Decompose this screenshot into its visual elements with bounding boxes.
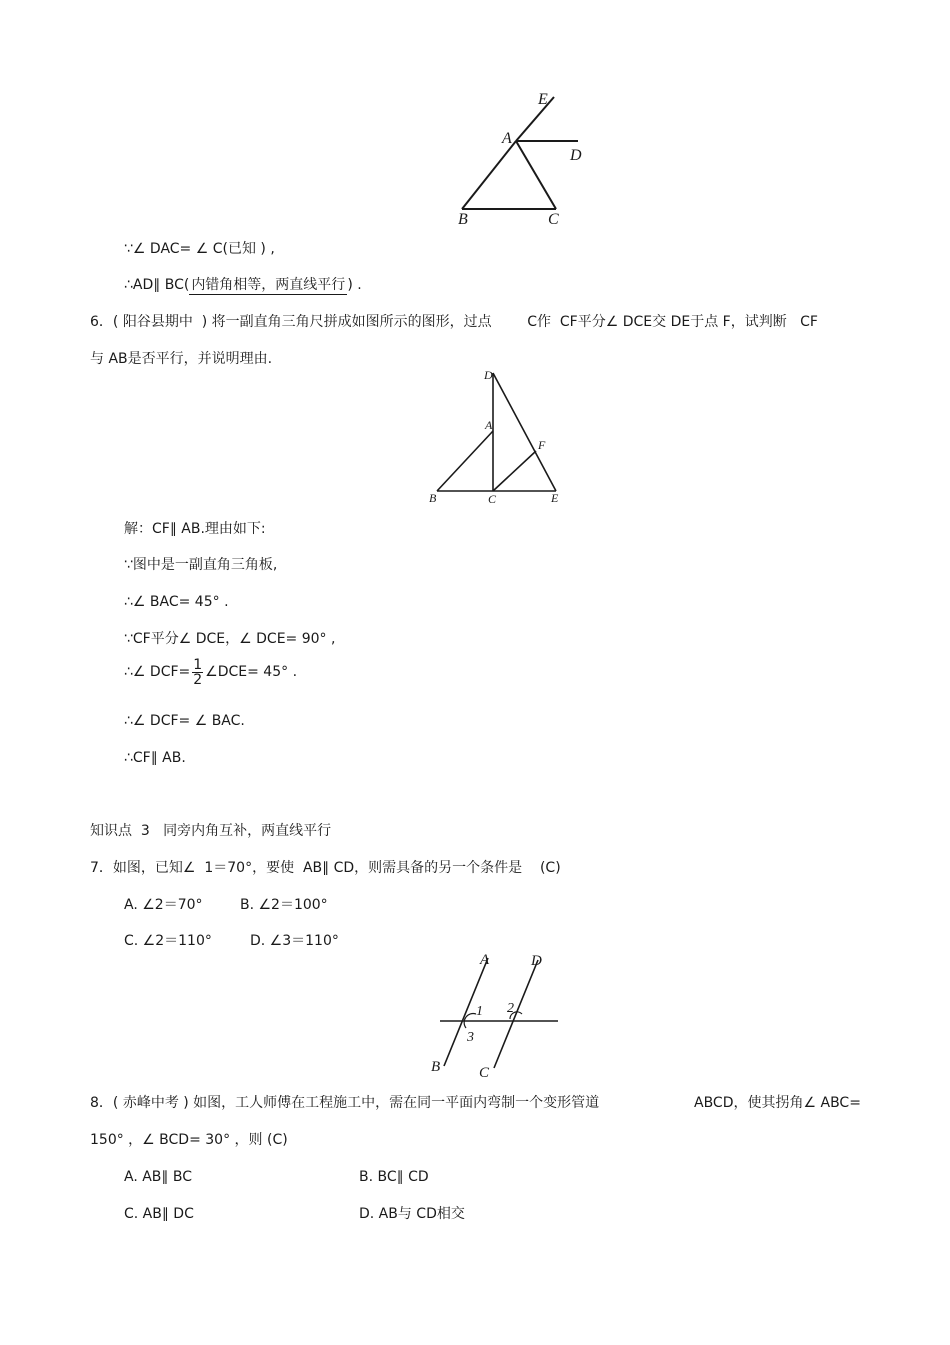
solution-line-2: ∵图中是一副直角三角板, xyxy=(124,557,278,573)
proof-line-2-before: ∴AD∥ BC( xyxy=(124,277,190,293)
angle-label-2: 2 xyxy=(507,1001,514,1016)
label-a: A xyxy=(502,130,512,147)
angle-label-3: 3 xyxy=(467,1030,474,1045)
fraction-one-half xyxy=(192,658,203,687)
label-e: E xyxy=(551,491,559,505)
figure-set-squares xyxy=(425,365,570,507)
question-7-option-b: B. ∠2＝100° xyxy=(240,897,328,913)
question-8-line-1-left: 8．( 赤峰中考 ) 如图，工人师傅在工程施工中，需在同一平面内弯制一个变形管道 xyxy=(90,1095,600,1111)
figure-triangle-abc xyxy=(440,85,600,230)
solution-line-5-before: ∴∠ DCF= xyxy=(124,664,191,680)
proof-line-1: ∵∠ DAC= ∠ C(已知 ) , xyxy=(124,241,275,257)
proof-line-2 xyxy=(124,276,362,294)
question-7-option-a: A. ∠2＝70° xyxy=(124,897,203,913)
label-d: D xyxy=(570,147,582,164)
question-6-line-1: 6．( 阳谷县期中 ) 将一副直角三角尺拼成如图所示的图形，过点 C作 CF平分∠ DCE交 DE于点 F，试判断 CF xyxy=(90,314,818,330)
label-e: E xyxy=(538,91,548,108)
question-8-option-a: A. AB∥ BC xyxy=(124,1169,192,1185)
question-8-line-2: 150° ，∠ BCD= 30° ，则 (C) xyxy=(90,1132,288,1148)
question-8-option-d: D. AB与 CD相交 xyxy=(359,1206,465,1222)
question-7-stem: 7．如图，已知∠ 1＝70°，要使 AB∥ CD，则需具备的另一个条件是 (C) xyxy=(90,860,561,876)
label-c: C xyxy=(488,492,497,506)
question-8-option-c: C. AB∥ DC xyxy=(124,1206,194,1222)
label-d: D xyxy=(531,953,542,969)
label-c: C xyxy=(479,1065,490,1081)
label-a: A xyxy=(485,418,493,432)
angle-label-1: 1 xyxy=(476,1004,483,1019)
fraction-numerator: 1 xyxy=(193,656,203,673)
section-heading: 知识点 3 同旁内角互补，两直线平行 xyxy=(90,823,332,839)
solution-line-6: ∴∠ DCF= ∠ BAC. xyxy=(124,713,245,729)
solution-line-1: 解：CF∥ AB.理由如下: xyxy=(124,521,266,537)
question-8-line-1-right: ABCD，使其拐角∠ ABC= xyxy=(694,1095,861,1111)
figure-parallel-lines xyxy=(430,950,565,1082)
proof-line-2-after: ) . xyxy=(347,277,362,293)
solution-line-5-after: ∠DCE= 45° . xyxy=(205,664,298,680)
fraction-denominator: 2 xyxy=(193,671,203,688)
label-c: C xyxy=(548,211,559,228)
label-b: B xyxy=(429,491,437,505)
question-6-line-2: 与 AB是否平行，并说明理由. xyxy=(90,351,273,367)
label-f: F xyxy=(538,438,546,452)
label-b: B xyxy=(458,211,468,228)
solution-line-3: ∴∠ BAC= 45° . xyxy=(124,594,229,610)
solution-line-5 xyxy=(124,657,297,687)
question-7-option-d: D. ∠3＝110° xyxy=(250,933,339,949)
solution-line-7: ∴CF∥ AB. xyxy=(124,750,186,766)
label-d: D xyxy=(484,368,493,382)
label-b: B xyxy=(431,1059,441,1075)
label-a: A xyxy=(480,952,490,968)
question-8-option-b: B. BC∥ CD xyxy=(359,1169,429,1185)
solution-line-4: ∵CF平分∠ DCE，∠ DCE= 90° , xyxy=(124,631,336,647)
answer-blank: 内错角相等，两直线平行 xyxy=(191,277,346,293)
question-7-option-c: C. ∠2＝110° xyxy=(124,933,212,949)
